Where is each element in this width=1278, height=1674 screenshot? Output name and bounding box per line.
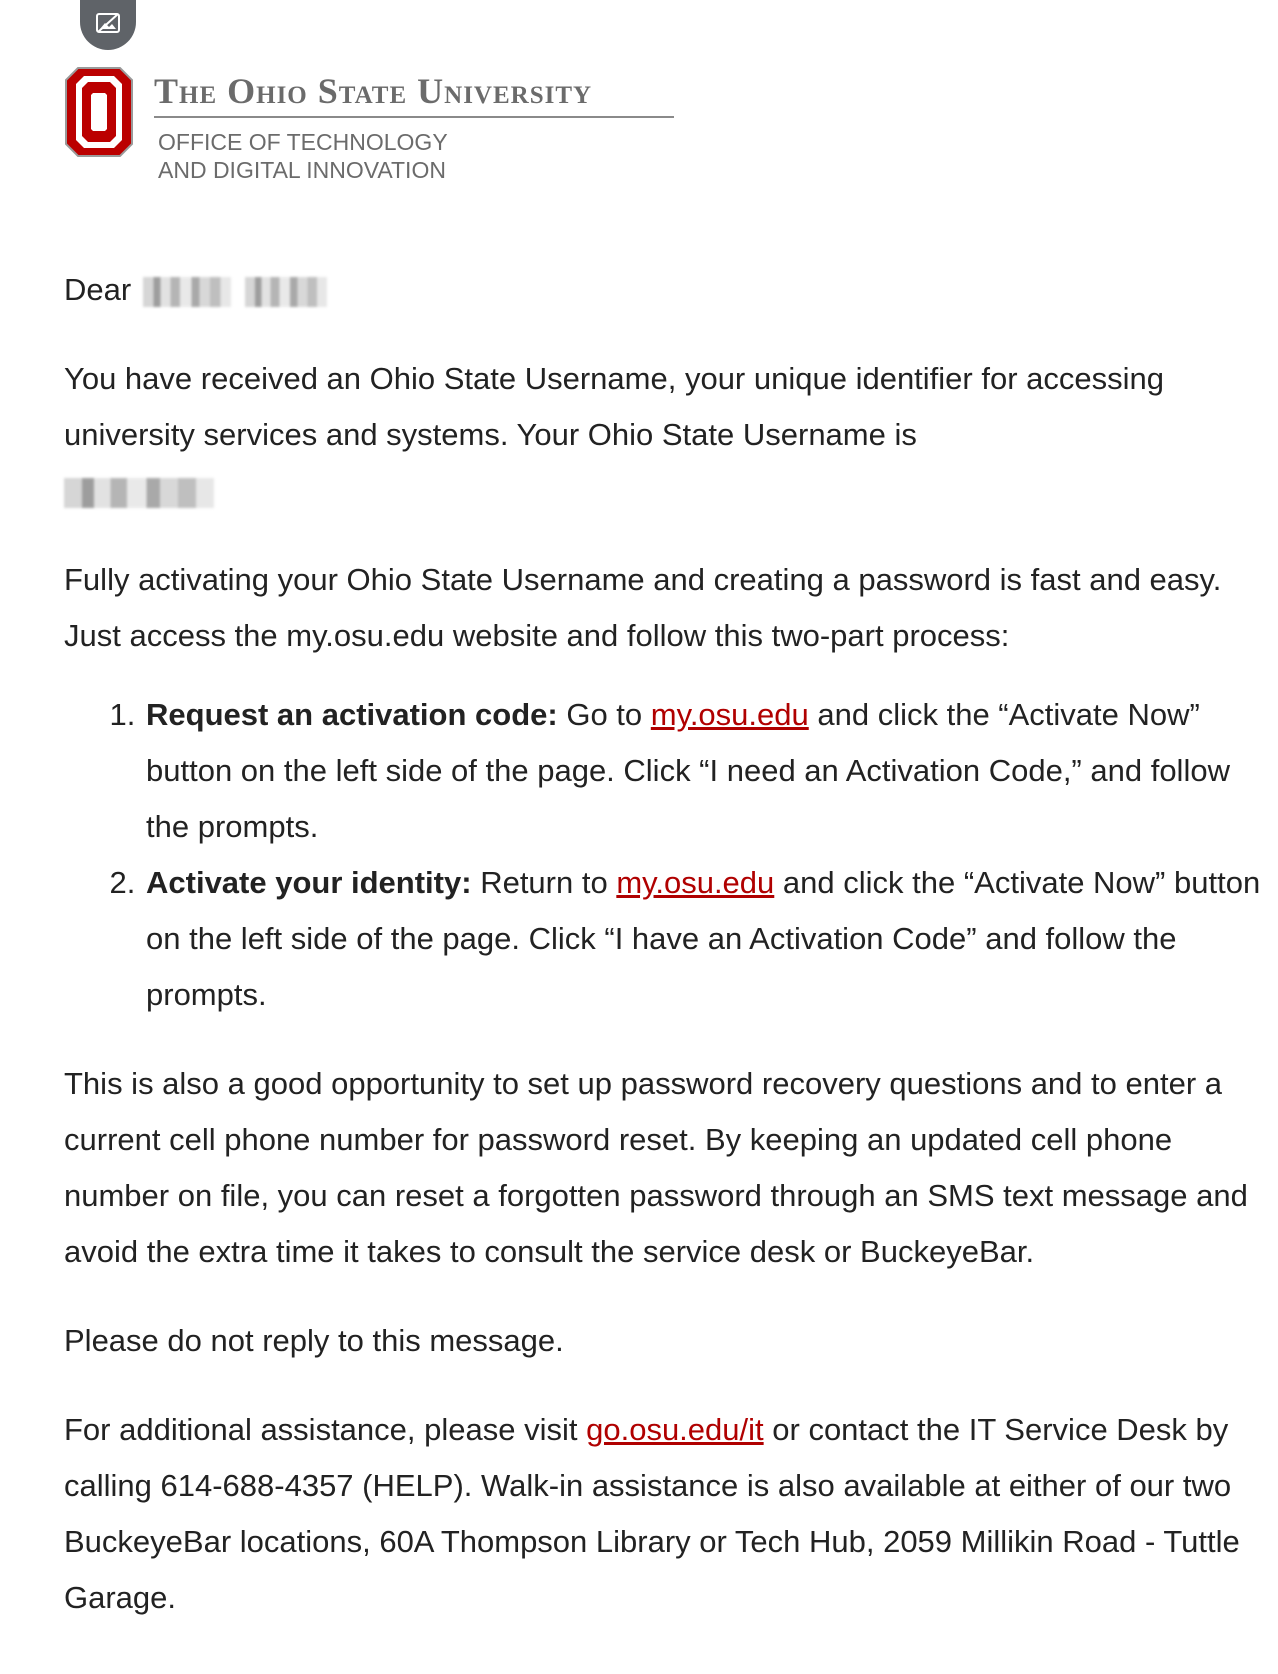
list-item [144,687,1264,855]
show-images-icon [94,11,122,40]
paragraph-assistance [64,1402,1264,1626]
steps-list [64,687,1264,1023]
step-text: and click the “Activate Now” button on the left side of the page. Click “I have an Activation Code” and follow the prompts. [146,865,1261,1012]
brand-block [154,70,674,184]
paragraph-recovery: This is also a good opportunity to set up password recovery questions and to enter a current cell phone number for password reset. By keeping an updated cell phone number on file, you can reset a forgotten password through an SMS text message and avoid the extra time it takes to consult the service desk or BuckeyeBar. [64,1066,1248,1269]
office-name-line2: AND DIGITAL INNOVATION [158,157,446,183]
list-item [144,855,1264,1023]
assistance-text: or contact the IT Service Desk by calling 614-688-4357 (HELP). Walk-in assistance is also available at either of our two BuckeyeBar locations, 60A Thompson Library or Tech Hub, 2059 Millikin Road - Tuttle Garage. [64,1412,1240,1615]
office-name [158,128,674,184]
greeting [64,262,1264,318]
my-osu-link[interactable]: my.osu.edu [650,697,809,732]
paragraph-activation: Fully activating your Ohio State Username and creating a password is fast and easy. Just access the my.osu.edu website and follow this two-part process: [64,562,1222,653]
assistance-text: For additional assistance, please visit [64,1412,578,1447]
paragraph-username-text: You have received an Ohio State Username, your unique identifier for accessing university services and systems. Your Ohio State Username is [64,361,1165,452]
step-title: Request an activation code: [146,697,558,732]
redacted-username [64,478,214,508]
block-o-logo [64,66,134,158]
step-text: and click the “Activate Now” button on the left side of the page. Click “I need an Activation Code,” and follow the prompts. [146,697,1230,844]
office-name-line1: OFFICE OF TECHNOLOGY [158,129,448,155]
university-name: The Ohio State University [154,70,674,118]
redacted-first-name [143,277,231,307]
step-text: Go to [566,697,643,732]
show-images-button[interactable] [80,0,136,50]
paragraph-username [64,351,1264,519]
go-osu-it-link[interactable]: go.osu.edu/it [586,1412,764,1447]
step-title: Activate your identity: [146,865,472,900]
my-osu-link[interactable]: my.osu.edu [616,865,775,900]
email-header [64,66,674,184]
greeting-text: Dear [64,272,132,307]
redacted-last-name [245,277,327,307]
step-text: Return to [480,865,608,900]
paragraph-no-reply: Please do not reply to this message. [64,1323,564,1358]
email-body [64,262,1264,1659]
